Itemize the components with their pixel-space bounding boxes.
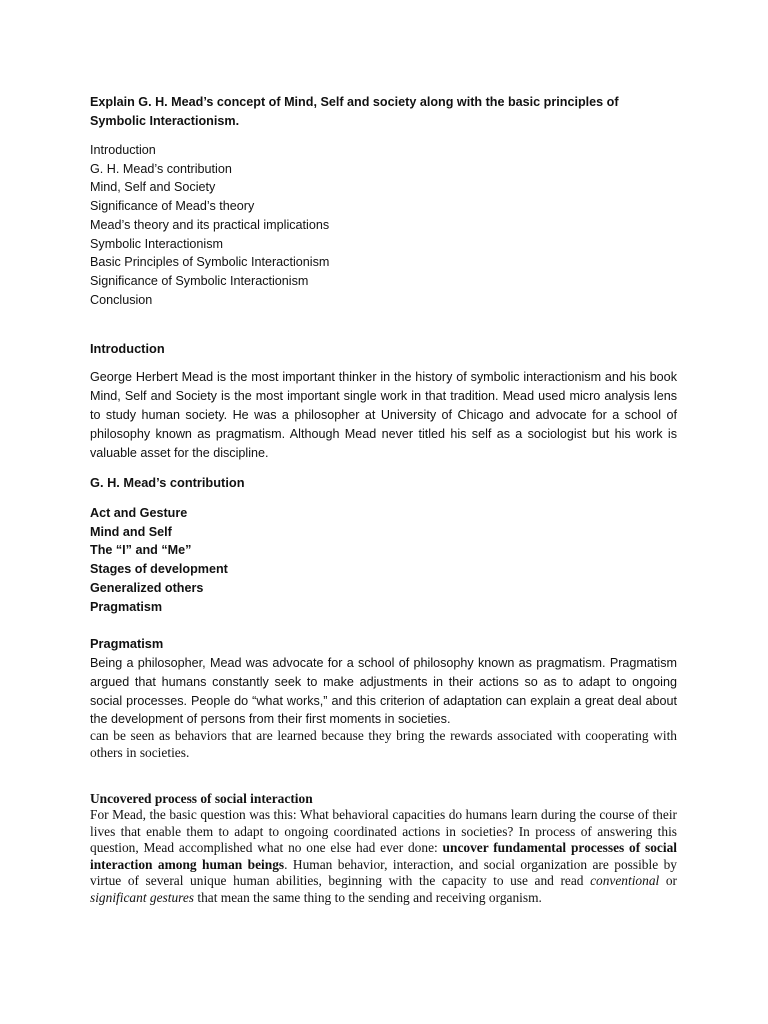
introduction-heading: Introduction [90,341,165,356]
toc-item: Mead’s theory and its practical implications [90,217,330,232]
paragraph-text: For Mead, the basic question was this: What behavioral capacities do humans learn during the course of their lives that enable them to adapt to ongoing coordinated actions in societies? In process of answering this question, Mead accomplished what no one else had ever done: [90,807,677,856]
toc-item: Conclusion [90,292,153,307]
contribution-list [90,504,677,616]
toc-item: G. H. Mead’s contribution [90,161,232,176]
toc-item: Significance of Mead’s theory [90,199,255,214]
list-item: Stages of development [90,562,228,577]
contribution-heading: G. H. Mead’s contribution [90,475,245,490]
list-item: Generalized others [90,580,204,595]
paragraph-text: that mean the same thing to the sending and receiving organism. [194,889,542,905]
italic-term: significant gestures [90,889,195,905]
uncovered-heading: Uncovered process of social interaction [90,791,313,806]
toc-item: Symbolic Interactionism [90,236,223,251]
uncovered-paragraph [90,807,677,907]
italic-term: conventional [590,873,660,889]
list-item: Pragmatism [90,599,163,614]
toc-item: Introduction [90,143,156,157]
toc-item: Mind, Self and Society [90,180,216,195]
paragraph-text: or [659,873,677,889]
document-title: Explain G. H. Mead’s concept of Mind, Self and society along with the basic principles of Symbolic Interactionism. [90,95,619,128]
list-item: The “I” and “Me” [90,543,192,558]
pragmatism-paragraph: Being a philosopher, Mead was advocate for a school of philosophy known as pragmatism. Pragmatism argued that humans constantly seek to make adjustments in their actions so as to adapt to ongoing social processes. People do “what works,” and this criterion of adaptation can explain a great deal about the development of persons from their first moments in societies. [90,656,677,727]
toc-item: Basic Principles of Symbolic Interactionism [90,255,330,270]
toc-item: Significance of Symbolic Interactionism [90,273,309,288]
table-of-contents [90,141,677,309]
pragmatism-continuation: can be seen as behaviors that are learned because they bring the rewards associated with cooperating with others in societies. [90,728,677,760]
emphasis-text: uncover fundamental processes of social interaction among human beings [90,840,677,872]
paragraph-text: . Human behavior, interaction, and social organization are possible by virtue of several unique human abilities, beginning with the capacity to use and read [90,856,677,889]
list-item: Act and Gesture [90,506,188,520]
introduction-paragraph: George Herbert Mead is the most important thinker in the history of symbolic interactionism and his book Mind, Self and Society is the most important single work in that tradition. Mead used micro analysis lens to study human society. He was a philosopher at University of Chicago and advocate for a school of philosophy known as pragmatism. Although Mead never titled his self as a sociologist but his work is valuable asset for the discipline. [90,370,677,460]
pragmatism-heading: Pragmatism [90,636,164,651]
list-item: Mind and Self [90,524,172,539]
